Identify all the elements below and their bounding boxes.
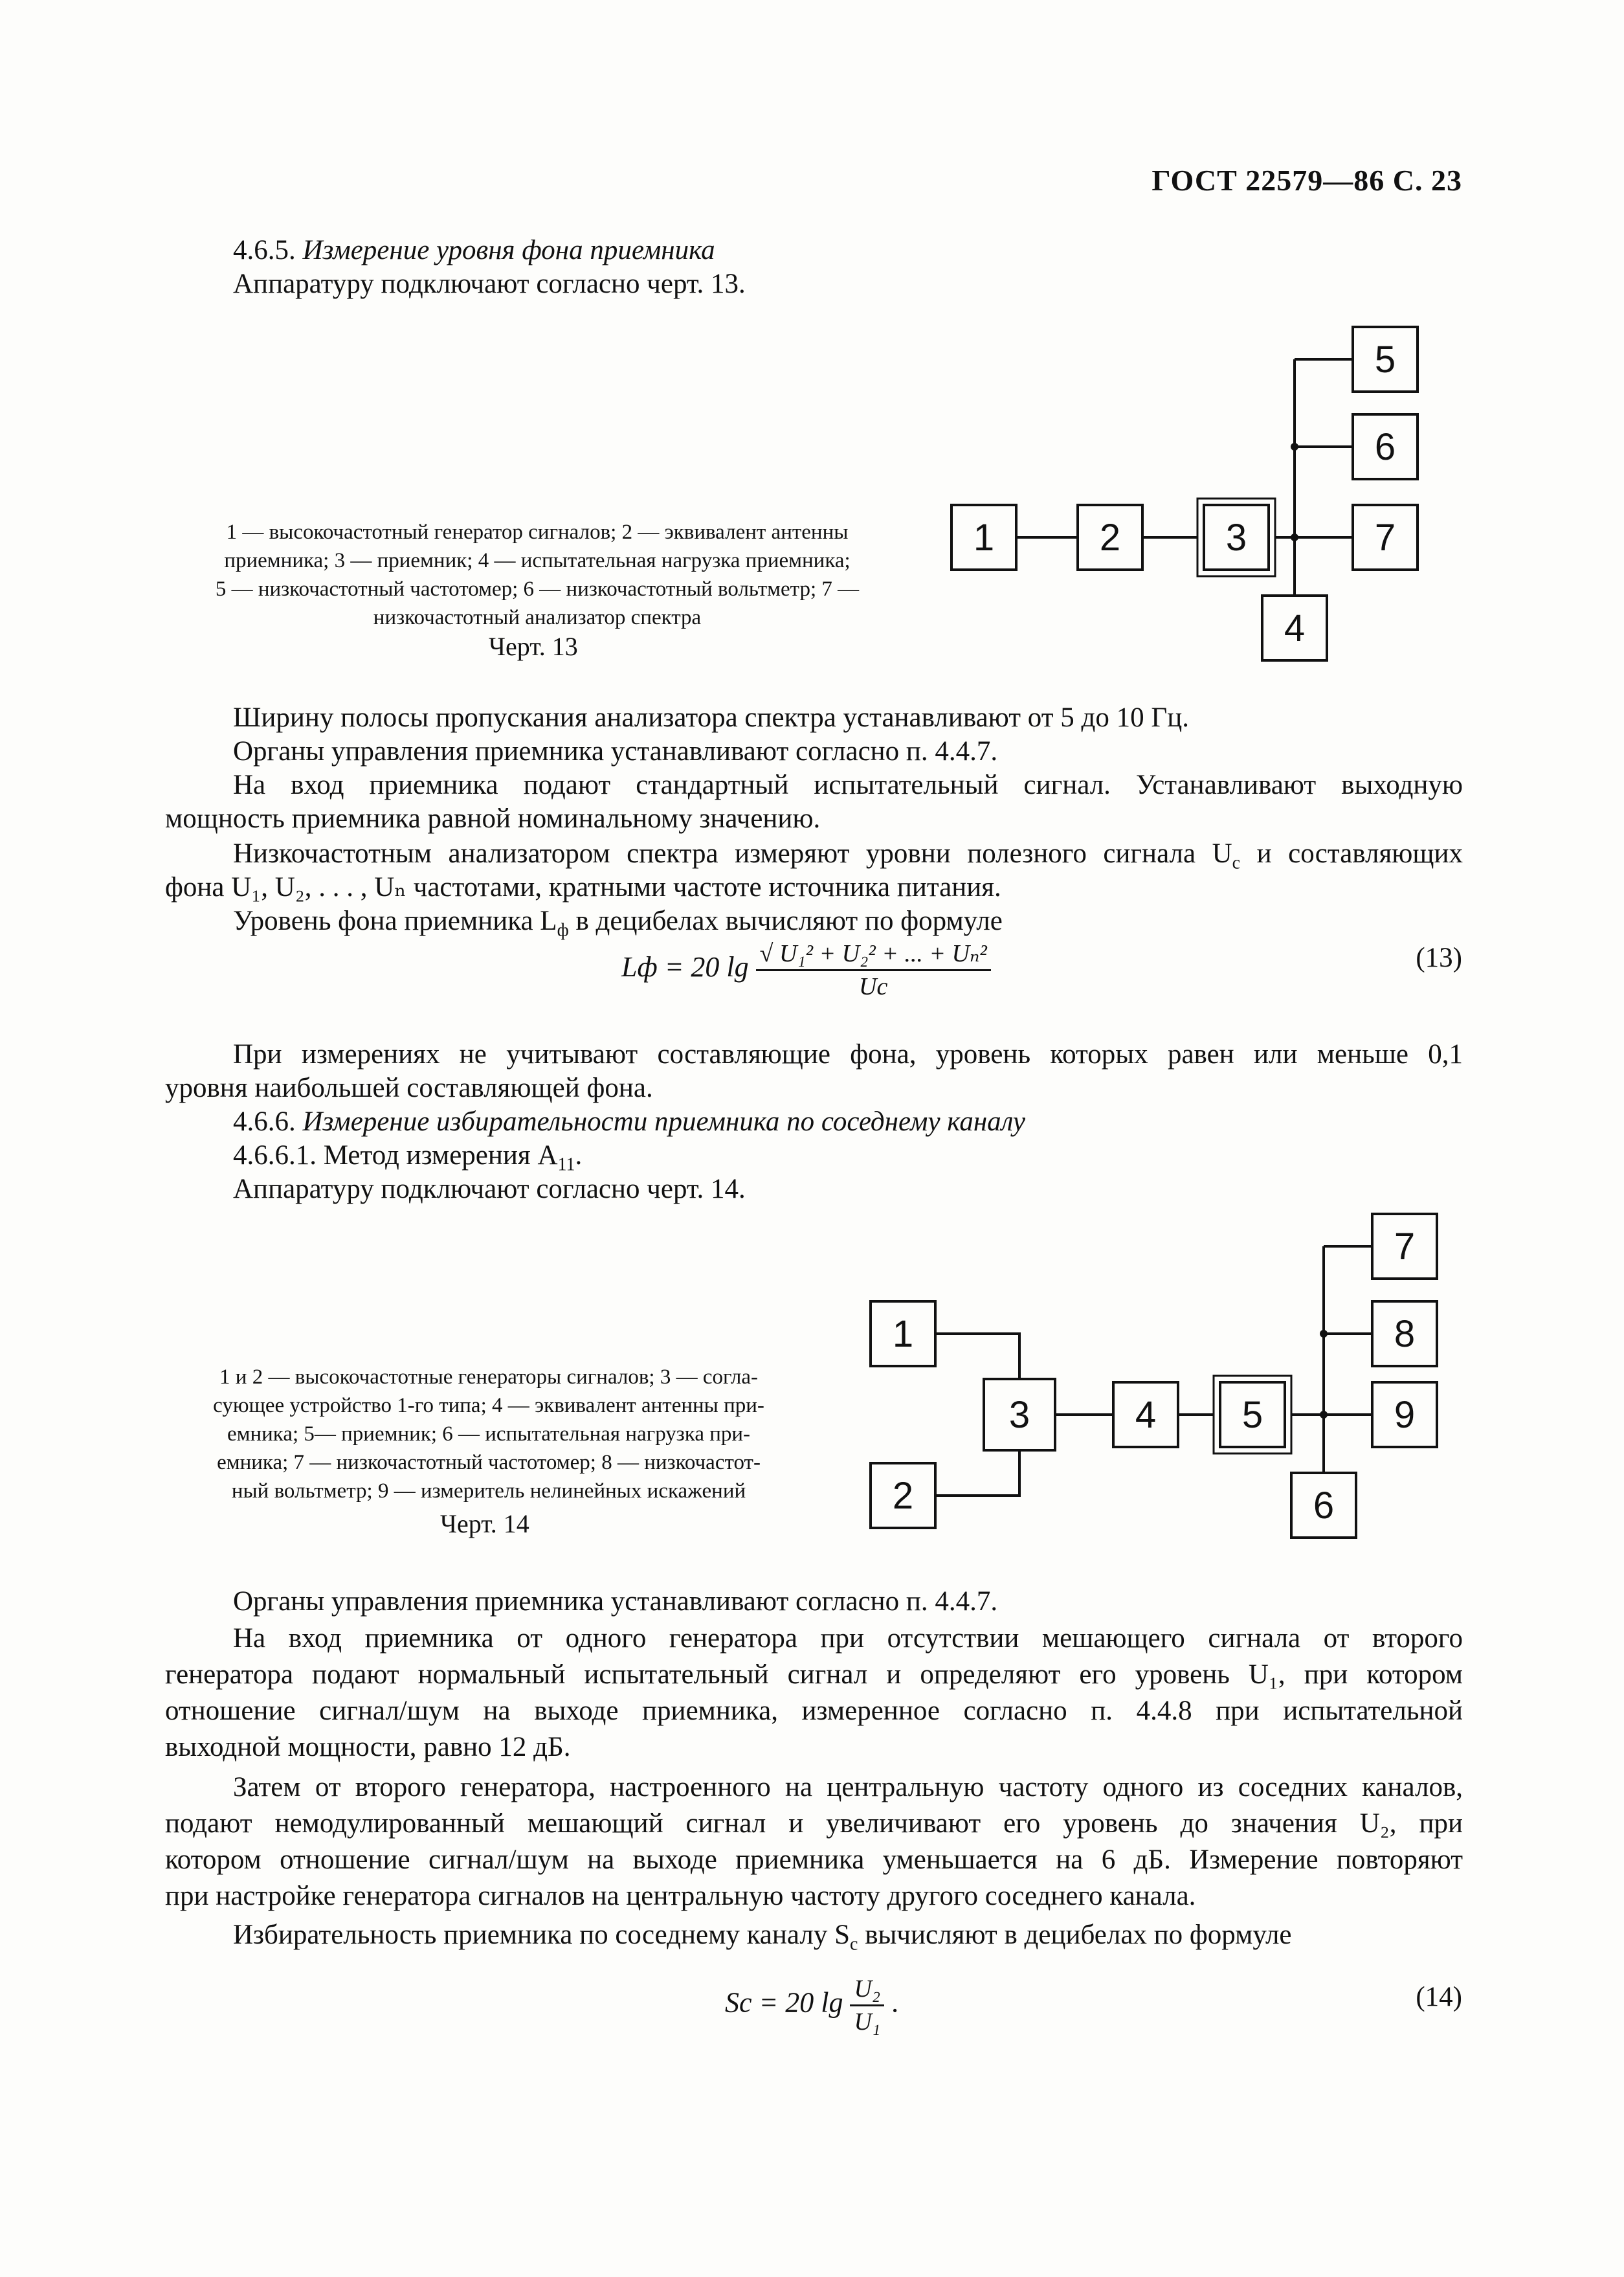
- connect-text-14: Аппаратуру подключают согласно черт. 14.: [233, 1174, 746, 1204]
- subscript: 11: [557, 1154, 575, 1175]
- paragraph-line: Органы управления приемника устанавливают согласно п. 4.4.7.: [233, 736, 998, 767]
- caption-line: 5 — низкочастотный частотомер; 6 — низкочастотный вольтметр; 7 —: [215, 578, 860, 601]
- caption-line: приемника; 3 — приемник; 4 — испытательная нагрузка приемника;: [224, 549, 851, 572]
- page-header: ГОСТ 22579—86 С. 23: [1151, 164, 1462, 197]
- paragraph-line: котором отношение сигнал/шум на выходе приемника уменьшается на 6 дБ. Измерение повторяют: [165, 1845, 1463, 1875]
- paragraph-line: генератора подают нормальный испытательный сигнал и определяют его уровень U₁, при котором: [165, 1659, 1463, 1690]
- caption-line: емника; 5— приемник; 6 — испытательная нагрузка при-: [227, 1422, 751, 1446]
- caption-line: сующее устройство 1-го типа; 4 — эквивалент антенны при-: [213, 1394, 764, 1417]
- block-label: 7: [1374, 517, 1396, 559]
- text-part: и составляющих: [1240, 838, 1463, 869]
- figure-13-caption: [155, 518, 919, 632]
- formula-denominator: Uс: [859, 973, 888, 1000]
- paragraph-line: при настройке генератора сигналов на центральную частоту другого соседнего канала.: [165, 1881, 1196, 1911]
- paragraph-line: Ширину полосы пропускания анализатора спектра устанавливают от 5 до 10 Гц.: [233, 702, 1189, 733]
- paragraph-line: На вход приемника подают стандартный испытательный сигнал. Устанавливают выходную: [233, 770, 1463, 800]
- formula-lhs: Sс = 20 lg: [725, 1986, 843, 2019]
- formula-numerator: U₂: [850, 1975, 884, 2006]
- formula-14: [725, 1975, 898, 2036]
- paragraph-line: уровня наибольшей составляющей фона.: [165, 1073, 653, 1103]
- paragraph-line: фона U₁, U₂, . . . , Uₙ частотами, кратными частоте источника питания.: [165, 872, 1001, 903]
- block-label: 5: [1374, 339, 1396, 381]
- junction-dot: [1320, 1411, 1328, 1419]
- wire: [935, 1334, 1019, 1379]
- text-part: вычисляют в децибелах по формуле: [858, 1920, 1292, 1950]
- block-label: 6: [1374, 426, 1396, 468]
- paragraph-line: мощность приемника равной номинальному значению.: [165, 803, 821, 834]
- figure-13-label: Черт. 13: [489, 632, 578, 661]
- block-label: 1: [973, 517, 995, 559]
- text-part: 4.6.6.1. Метод измерения А: [233, 1140, 558, 1171]
- figure-13-diagram: [945, 317, 1450, 680]
- block-label: 7: [1394, 1226, 1416, 1268]
- junction-dot: [1291, 443, 1298, 451]
- paragraph-line: выходной мощности, равно 12 дБ.: [165, 1732, 571, 1762]
- subscript: с: [1232, 853, 1241, 873]
- formula-13: [621, 939, 991, 1001]
- paragraph-line: [233, 1916, 1292, 1964]
- section-number: 4.6.6.: [233, 1106, 296, 1137]
- paragraph-line: На вход приемника от одного генератора при отсутствии мешающего сигнала от второго: [233, 1623, 1463, 1654]
- subscript: ф: [557, 920, 569, 941]
- wire: [935, 1450, 1019, 1496]
- block-label: 3: [1225, 517, 1247, 559]
- formula-fraction: [756, 939, 991, 1001]
- text-part: .: [575, 1140, 583, 1171]
- equation-number-14: (14): [1416, 1982, 1462, 2012]
- junction-dot: [1320, 1330, 1328, 1338]
- formula-fraction: [850, 1975, 884, 2036]
- section-number: 4.6.5.: [233, 235, 296, 265]
- junction-dot: [1291, 533, 1298, 541]
- paragraph-line: подают немодулированный мешающий сигнал и увеличивают его уровень до значения U₂, при: [165, 1808, 1463, 1839]
- figure-14-diagram: [861, 1204, 1495, 1567]
- text-part: в децибелах вычисляют по формуле: [568, 906, 1003, 936]
- block-label: 4: [1135, 1394, 1157, 1436]
- text-part: Низкочастотным анализатором спектра измеряют уровни полезного сигнала U: [233, 838, 1232, 869]
- block-label: 2: [1099, 517, 1121, 559]
- equation-number-13: (13): [1416, 943, 1462, 973]
- block-label: 6: [1313, 1485, 1335, 1527]
- block-label: 9: [1394, 1394, 1416, 1436]
- caption-line: 1 — высокочастотный генератор сигналов; 2 — эквивалент антенны: [226, 521, 849, 544]
- formula-numerator: √ U₁² + U₂² + ... + Uₙ²: [756, 939, 991, 971]
- caption-line: низкочастотный анализатор спектра: [373, 606, 702, 629]
- formula-denominator: U₁: [854, 2008, 881, 2036]
- caption-line: емника; 7 — низкочастотный частотомер; 8 — низкочастот-: [217, 1451, 761, 1474]
- section-title: Измерение уровня фона приемника: [302, 235, 715, 265]
- text-part: Избирательность приемника по соседнему каналу S: [233, 1920, 850, 1950]
- caption-line: 1 и 2 — высокочастотные генераторы сигналов; 3 — согла-: [219, 1365, 758, 1389]
- paragraph-line: отношение сигнал/шум на выходе приемника, измеренное согласно п. 4.4.8 при испытательной: [165, 1696, 1463, 1726]
- subscript: с: [850, 1934, 858, 1955]
- paragraph-line: Затем от второго генератора, настроенного на центральную частоту одного из соседних каналов,: [233, 1772, 1463, 1802]
- block-label: 4: [1284, 607, 1306, 649]
- formula-tail: .: [891, 1986, 899, 2019]
- paragraph-line: Органы управления приемника устанавливают согласно п. 4.4.7.: [233, 1586, 998, 1617]
- formula-lhs: Lф = 20 lg: [621, 951, 749, 983]
- paragraph-line: При измерениях не учитывают составляющие фона, уровень которых равен или меньше 0,1: [233, 1039, 1463, 1070]
- section-title: Измерение избирательности приемника по соседнему каналу: [302, 1106, 1025, 1137]
- section-4-6-5-heading: [233, 232, 715, 269]
- figure-14-caption: [162, 1363, 816, 1505]
- block-label: 1: [892, 1313, 914, 1355]
- caption-line: ный вольтметр; 9 — измеритель нелинейных искажений: [231, 1479, 746, 1503]
- block-label: 3: [1008, 1394, 1030, 1436]
- block-label: 5: [1241, 1394, 1263, 1436]
- block-label: 2: [892, 1475, 914, 1517]
- text-part: Уровень фона приемника L: [233, 906, 557, 936]
- section-4-6-6-heading: [233, 1103, 1025, 1141]
- figure-14-label: Черт. 14: [440, 1509, 529, 1538]
- block-label: 8: [1394, 1313, 1416, 1355]
- connect-text-13: Аппаратуру подключают согласно черт. 13.: [233, 269, 746, 299]
